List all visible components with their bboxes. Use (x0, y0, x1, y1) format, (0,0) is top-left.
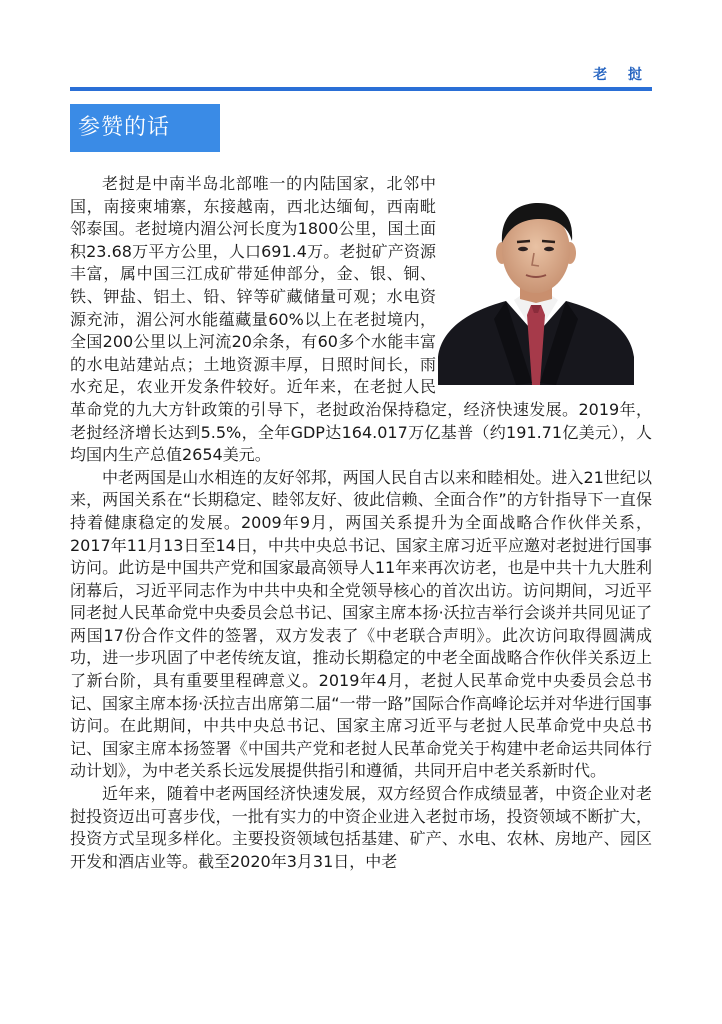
paragraph: 中老两国是山水相连的友好邻邦，两国人民自古以来和睦相处。进入21世纪以来，两国关系在“长期稳定、睦邻友好、彼此信赖、全面合作”的方针指导下一直保持着健康稳定的发展。2009年9月，两国关系提升为全面战略合作伙伴关系，2017年11月13日至14日，中共中央总书记、国家主席习近平应邀对老挝进行国事访问。此访是中国共产党和国家最高领导人11年来再次访老，也是中共十九大胜利闭幕后，习近平同志作为中共中央和全党领导核心的首次出访。访问期间，习近平同老挝人民革命党中央委员会总书记、国家主席本扬·沃拉吉举行会谈并共同见证了两国17份合作文件的签署，双方发表了《中老联合声明》。此次访问取得圆满成功，进一步巩固了中老传统友谊，推动长期稳定的中老全面战略合作伙伴关系迈上了新台阶，具有重要里程碑意义。2019年4月，老挝人民革命党中央委员会总书记、国家主席本扬·沃拉吉出席第二届“一带一路”国际合作高峰论坛并对华进行国事访问。在此期间，中共中央总书记、国家主席习近平与老挝人民革命党中央总书记、国家主席本扬签署《中国共产党和老挝人民革命党关于构建中老命运共同体行动计划》，为中老关系长远发展提供指引和遵循，共同开启中老关系新时代。 (70, 467, 652, 781)
portrait-wrap-space (436, 173, 652, 383)
paragraph: 老挝是中南半岛北部唯一的内陆国家，北邻中国，南接柬埔寨，东接越南，西北达缅甸，西南毗邻泰国。老挝境内湄公河长度为1800公里，国土面积23.68万平方公里，人口691.4万。老挝矿产资源丰富，属中国三江成矿带延伸部分，金、银、铜、铁、钾盐、铝土、铅、锌等矿藏储量可观；水电资源充沛，湄公河水能蕴藏量60%以上在老挝境内，全国200公里以上河流20余条，有60多个水能丰富的水电站建站点；土地资源丰厚，日照时间长，雨水充足，农业开发条件较好。近年来，在老挝人民革命党的九大方针政策的引导下，老挝政治保持稳定，经济快速发展。2019年，老挝经济增长达到5.5%，全年GDP达164.017万亿基普（约191.71亿美元），人均国内生产总值2654美元。 (70, 174, 652, 465)
running-head-title: 老 挝 (593, 67, 650, 83)
section-title: 参赞的话 (70, 104, 220, 152)
article-body (70, 173, 652, 873)
paragraph: 近年来，随着中老两国经济快速发展，双方经贸合作成绩显著，中资企业对老挝投资迈出可喜步伐，一批有实力的中资企业进入老挝市场，投资领域不断扩大，投资方式呈现多样化。主要投资领域包括基建、矿产、水电、农林、房地产、园区开发和酒店业等。截至2020年3月31日，中老 (70, 784, 652, 871)
header-rule (70, 87, 652, 91)
